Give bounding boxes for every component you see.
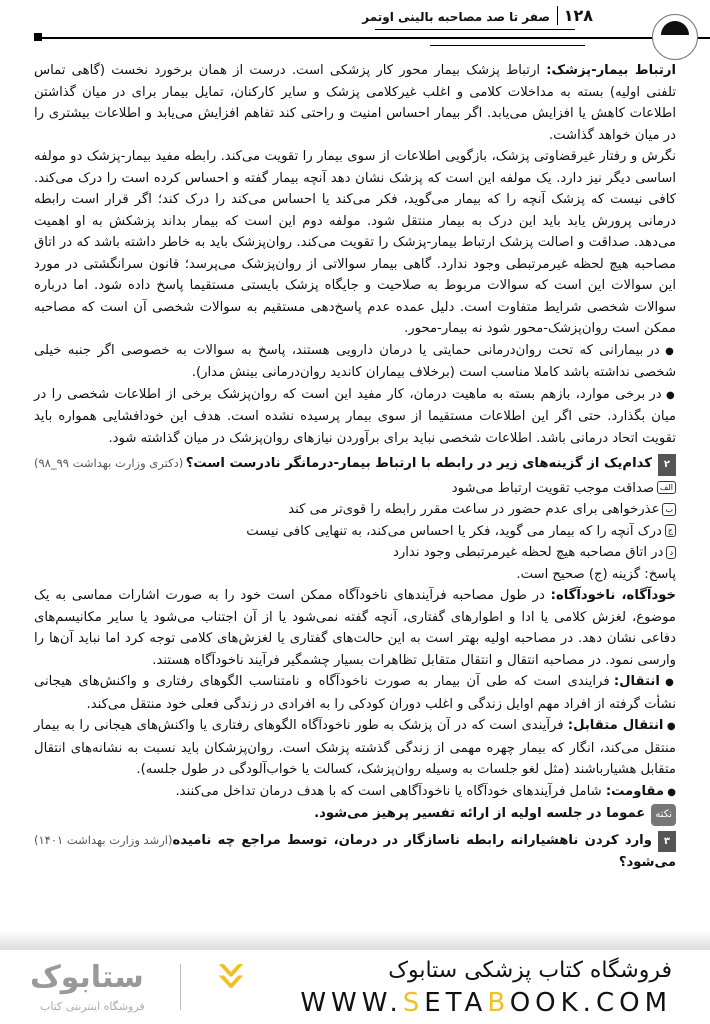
option-b <box>34 499 676 521</box>
option-key: د <box>666 546 676 559</box>
book-title: صفر تا صد مصاحبه بالینی اوتمر <box>362 10 550 24</box>
bullet-item: ● در برخی موارد، بازهم بسته به ماهیت درمان، کار مفید این است که روان‌پزشک برخی از اطلاعات شخصی را در میان بگذارد. حتی اگر این اطلاعات مستقیما از سوی بیمار پرسیده نشده است. هدف این خودافشایی همواره باید تقویت اتحاد درمانی باشد. اطلاعات شخصی نباید برای برآوردن نیازهای روان‌پزشک در میان گذاشته شود. <box>34 384 676 450</box>
store-logo-subtitle: فروشگاه اینترنتی کتاب <box>40 1000 145 1013</box>
question-3 <box>34 830 676 874</box>
option-a <box>34 478 676 500</box>
option-key: الف <box>657 481 676 494</box>
paragraph-lead: خودآگاه، ناخودآگاه: <box>550 588 676 603</box>
tip-text: عموما در جلسه اولیه از ارائه تفسیر پرهیز می‌شود. <box>314 806 646 821</box>
page-header <box>0 0 710 60</box>
option-key: ج <box>665 524 676 537</box>
option-text: عذرخواهی برای عدم حضور در ساعت مقرر رابطه را قوی‌تر می کند <box>288 502 660 517</box>
bullet-lead: انتقال: <box>613 674 660 689</box>
question-number: ۲ <box>658 454 676 476</box>
bullet-item <box>34 781 676 804</box>
question-source: (دکتری وزارت بهداشت ۹۹_۹۸) <box>34 456 184 470</box>
paragraph <box>34 585 676 671</box>
option-key: ب <box>662 503 676 516</box>
bullet-item <box>34 715 676 781</box>
header-rule <box>430 45 585 46</box>
chevron-logo-icon: » <box>202 959 265 993</box>
question-text: کدام‌یک از گزینه‌های زیر در رابطه با ارتباط بیمار-درمانگر نادرست است؟ <box>185 456 652 471</box>
store-footer <box>0 950 710 1024</box>
tip-label: نکته <box>651 804 676 826</box>
header-rule <box>375 29 575 30</box>
header-rule <box>38 37 710 39</box>
bullet-item <box>34 671 676 715</box>
bullet-lead: مقاومت: <box>605 783 665 799</box>
page-number: ۱۲۸ <box>557 6 593 25</box>
url-part: WWW. <box>300 988 403 1018</box>
answer: پاسخ: گزینه (ج) صحیح است. <box>516 566 676 582</box>
header-square-marker <box>34 33 42 41</box>
option-d <box>34 542 676 564</box>
url-part: B <box>487 988 510 1018</box>
tip <box>34 803 676 826</box>
bullet-lead: انتقال متقابل: <box>567 718 664 733</box>
store-logo: ستابوک <box>30 960 144 995</box>
option-c <box>34 521 676 543</box>
url-part: OOK.COM <box>509 988 672 1018</box>
paragraph <box>34 60 676 146</box>
paragraph <box>34 146 676 340</box>
paragraph-lead: ارتباط بیمار-پزشک: <box>546 63 676 78</box>
store-url[interactable] <box>300 988 672 1018</box>
question-number: ۳ <box>658 831 676 853</box>
divider <box>180 964 181 1010</box>
paragraph-text: نگرش و رفتار غیرقضاوتی پزشک، بازگویی اطلاعات از سوی بیمار را تقویت می‌کند. رابطه مفید بیمار-پزشک دو مولفه اساسی دیگر نیز دارد. یک مولفه این است که پزشک نشان دهد آنچه بیمار گفته و احساس کرده است را درک می‌کند. کافی نیست که پزشک آنچه را که بیمار می‌گوید، فکر می‌کند یا احساس می‌کند را درک کند؛ اگر قرار است رابطه درمانی پرورش یابد باید این درک به بیمار منتقل شود. مولفه دوم این است که بیمار بداند پزشکش به او اهمیت می‌دهد. صداقت و اصالت پزشک ارتباط بیمار-پزشک را تقویت می‌کند. روان‌پزشک باید به خاطر داشته باشد که در اتاق مصاحبه هیچ لحظه غیرمرتبطی وجود ندارد. گاهی بیمار سوالاتی از روان‌پزشک می‌پرسد؛ قانون سرانگشتی در مورد این سوالات این است که سوالات مربوط به صلاحیت و جایگاه پزشک بایستی مستقیما پاسخ داده شود. اما درباره سوالات شخصی شرایط متفاوت است. دلیل عمده عدم پاسخ‌دهی مستقیم به سوالات شخصی آن است که مصاحبه ممکن است روان‌پزشک-محور شود نه بیمار-محور. <box>34 149 676 336</box>
page-content <box>34 60 676 876</box>
option-text: در اتاق مصاحبه هیچ لحظه غیرمرتبطی وجود ندارد <box>393 545 664 560</box>
bullet-item: ● در بیمارانی که تحت روان‌درمانی حمایتی یا درمان دارویی هستند، پاسخ به سوالات به خصوصی اگر جنبه خیلی شخصی نداشته باشد کاملا مناسب است (برخلاف بیماران کاندید روان‌درمانی بینش مدار). <box>34 340 676 384</box>
bullet-text: شامل فرآیندهای خودآگاه یا ناخودآگاهی است که با هدف درمان تداخل می‌کنند. <box>175 783 606 799</box>
option-text: درک آنچه را که بیمار می گوید، فکر یا احساس می‌کند، به تنهایی کافی نیست <box>246 523 662 539</box>
option-text: صداقت موجب تقویت ارتباط می‌شود <box>451 480 655 496</box>
url-part: ETA <box>424 988 488 1018</box>
bullet-text: فرآیندی است که در آن پزشک به طور ناخودآگاه الگوهای رفتاری یا واکنش‌های هیجانی را به بیمار منتقل می‌کند، انگار که بیمار چهره مهمی از زندگی گذشته پزشک است. روان‌پزشکان باید نسبت به نشانه‌های انتقال متقابل هشیارباشند (مثل لغو جلسات به وسیله روان‌پزشک، کسالت یا خواب‌آلودگی در طول جلسه). <box>34 718 676 777</box>
question-source: (ارشد وزارت بهداشت ۱۴۰۱) <box>34 832 173 847</box>
bullet-text: فرایندی است که طی آن بیمار به صورت ناخودآگاه و نامتناسب الگوهای رفتاری و واکنش‌های هیجانی نشأت گرفته از افراد مهم اوایل زندگی و اغلب دوران کودکی را به افرادی در زندگی فعلی خود منتقل می‌کند. <box>34 674 676 712</box>
paragraph-text: در طول مصاحبه فرآیندهای ناخودآگاه ممکن است خود را به صورت اشارات مماسی به یک موضوع، لغزش کلامی یا ادا و اطوارهای گفتاری، آنچه گفته نمی‌شود یا از آن اجتناب می‌شود یا سایر مکانیسم‌های دفاعی نشان دهد. در مصاحبه اولیه بهتر است به این حالت‌های گفتاری یا لغزش‌های کلامی توجه کرد اما نباید آن‌ها را وارسی نمود. در مصاحبه انتقال و انتقال متقابل تظاهرات بسیار چشمگیر فرآیند ناخودآگاه هستند. <box>34 588 676 668</box>
store-name: فروشگاه کتاب پزشکی ستابوک <box>388 958 672 983</box>
question-2 <box>34 453 676 476</box>
book-logo <box>652 14 698 60</box>
question-text: وارد کردن ناهشیارانه رابطه ناسازگار در درمان، توسط مراجع چه نامیده می‌شود؟ <box>172 832 676 870</box>
page-fade <box>0 930 710 950</box>
paragraph-text: ارتباط پزشک بیمار محور کار پزشکی است. درست از همان برخورد نخست (گاهی تماس تلفنی اولیه) بسته به مداخلات کلامی و اغلب غیرکلامی پزشک و سایر کارکنان، تمایل بیمار برای در میان گذاشتن اطلاعات کاهش یا افزایش می‌یابد. اگر بیمار احساس امنیت و راحتی کند تفاهم افزایش می‌یابد و اطلاعات بیشتری را در میان خواهد گذاشت. <box>34 63 676 143</box>
url-part: S <box>402 988 425 1018</box>
